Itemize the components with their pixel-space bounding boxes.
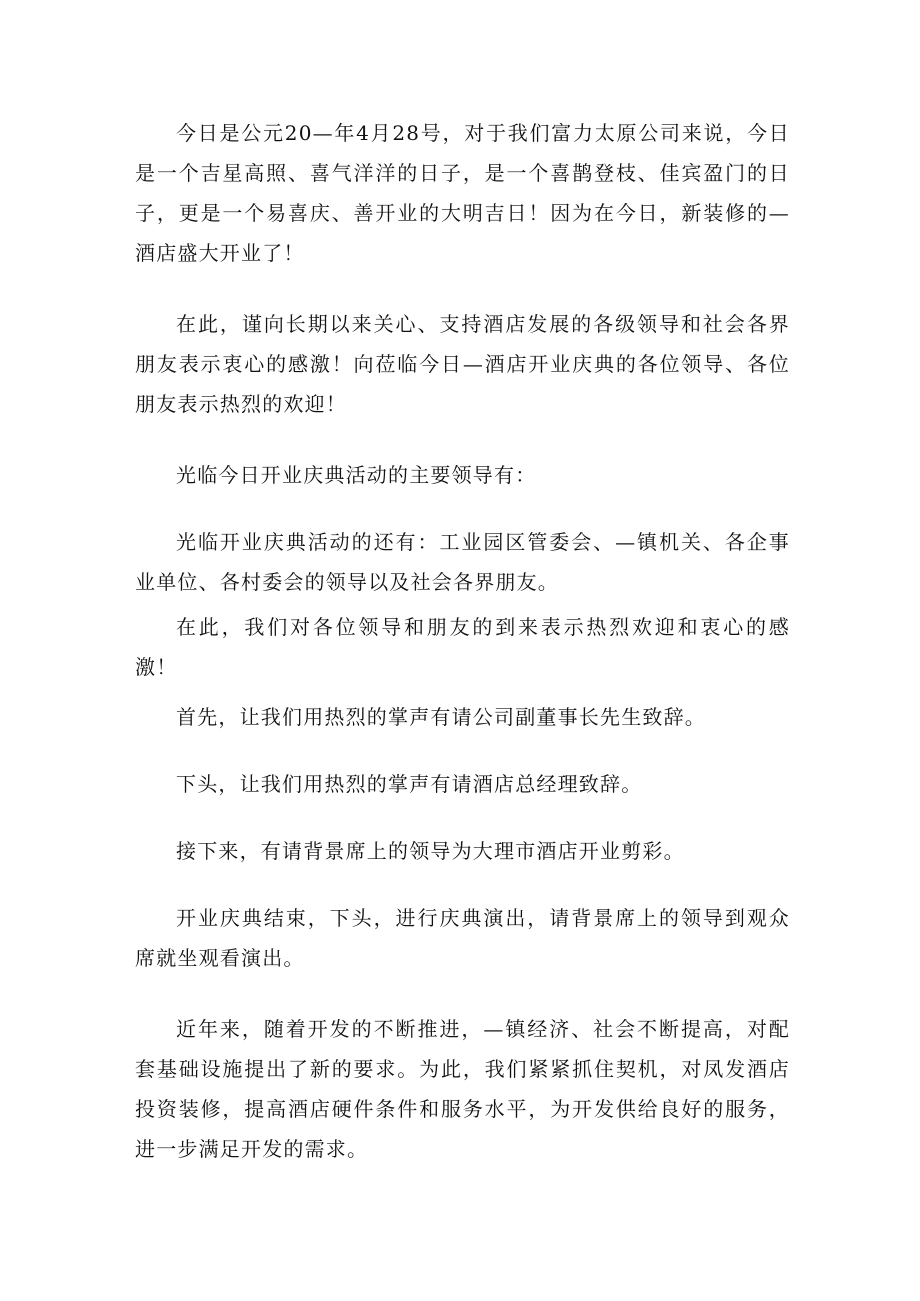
paragraph-leaders-intro: 光临今日开业庆典活动的主要领导有：: [176, 463, 537, 487]
paragraph-vice-chairman-speech: 首先，让我们用热烈的掌声有请公司副董事长先生致辞。: [176, 705, 706, 729]
paragraph-development: 近年来，随着开发的不断推进，—镇经济、社会不断提高，对配套基础设施提出了新的要求。为此，我们紧紧抓住契机，对凤发酒店投资装修，提高酒店硬件条件和服务水平，为开发供给良好的服务，进一步满足开发的需求。: [135, 1017, 790, 1161]
paragraph-performance: 开业庆典结束，下头，进行庆典演出，请背景席上的领导到观众席就坐观看演出。: [135, 906, 790, 970]
paragraph-welcome: 在此，我们对各位领导和朋友的到来表示热烈欢迎和衷心的感激！: [135, 615, 790, 679]
paragraph-thanks: 在此，谨向长期以来关心、支持酒店发展的各级领导和社会各界朋友表示衷心的感激！向莅临今日—酒店开业庆典的各位领导、各位朋友表示热烈的欢迎！: [135, 312, 790, 416]
document-body: [135, 113, 790, 1169]
paragraph-opening: 今日是公元20—年4月28号，对于我们富力太原公司来说，今日是一个吉星高照、喜气洋洋的日子，是一个喜鹊登枝、佳宾盈门的日子，更是一个易喜庆、善开业的大明吉日！因为在今日，新装修的—酒店盛大开业了！: [135, 121, 790, 265]
paragraph-manager-speech: 下头，让我们用热烈的掌声有请酒店总经理致辞。: [176, 772, 643, 796]
paragraph-ribbon-cutting: 接下来，有请背景席上的领导为大理市酒店开业剪彩。: [176, 839, 685, 863]
paragraph-other-guests: 光临开业庆典活动的还有：工业园区管委会、—镇机关、各企事业单位、各村委会的领导以及社会各界朋友。: [135, 530, 790, 594]
